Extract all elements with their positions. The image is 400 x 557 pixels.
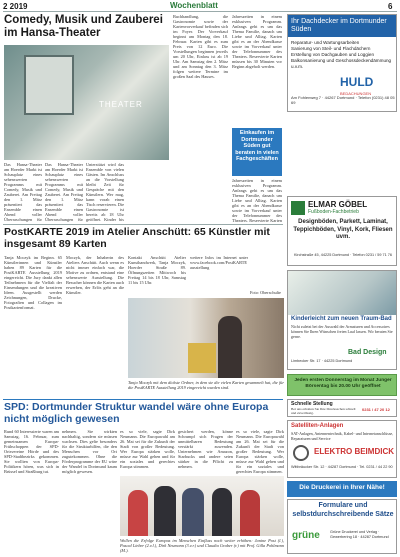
schnelle-phone: 0231 / 47 20 12 (362, 407, 390, 412)
satellite-dish-icon (293, 445, 309, 461)
article2-credit: Foto: Oberschulte (250, 290, 281, 295)
satellite-ad[interactable] (287, 420, 397, 478)
article1-col3: Unterstützt wird das Ensemble von vielen Gästen. Im Anschluss an die Vorstellung bleibt Zeit für Gespräche mit den Künstlern. Wer mag, kann vorab einen Tisch reservieren. Die Gastronomie ist bereits ab 18 Uhr geöffnet. Kinder bis (86, 162, 124, 222)
satellite-brand: ELEKTRO BEIMDICK (314, 447, 394, 456)
goebel-name: ELMAR GÖBEL (308, 200, 368, 209)
formulare-contact: Grüne Druckerei und Verlag · Gewerbering 18 · 44287 Dortmund (330, 530, 389, 539)
druckerei-text: Die Druckerei in Ihrer Nähe! (299, 484, 385, 491)
dachdecker-item: Erstellung von Dachgauben und Loggien (291, 52, 375, 57)
article2-col1: Tanja Moczyk im Beginn. 65 Künstlerinnen und Künstler haben 89 Karten für die PostKARTE Ausstellung 2019 eingereicht. Die Jury dankt allen Teilnehmern für die Vielfalt der Einsendungen und die kreativen Ideen. Ausgestellt werden Zeichnungen, Drucke, Fotografien und Collagen im Postkartenformat. (4, 255, 62, 310)
article1-col5: Jahreszeiten in einem exklusiven Programm. Anfangs geht es um das Thema Familie, danach um Liebe und Alltag. Karten gibt es an der Abendkasse sowie im Vorverkauf unter der Telefonnummer des Theaters. Reservierte Karten müssen bis 30 Minuten vor Beginn abgeholt werden. (232, 14, 282, 69)
article2-col4: weitere Infos im Internet unter www.facebook.com/PostKARTEausstellung (190, 255, 248, 270)
dachdecker-item: Sanierung von Steil- und Flachdächern (291, 46, 371, 51)
article3-caption: Wollen die Erfolge Europas im Menschen Einfluss noch weiter erhöhen: Janine Post (l.), Pascal Lieber (2.v.l.), Dirk Neumann (3.v.r.) und Claudia Graber (r.) mit Prof. Gilla Pohlmann (M.). (120, 538, 284, 553)
article3-col4: gesichert werden, könne Schrumpf sich Fragen der unmittelbaren Bedeutung verstärkt zuwenden. Unternehmen wie Amazon, Starbucks und andere seien stärker in die Pflicht zu nehmen. (178, 429, 233, 469)
huld-logo (340, 73, 373, 96)
article3-col1: Rund 60 Interessierte waren am Samstag, 16. Februar, zum gemeinsamen Europa-Frühschoppen der SPD-Ortsvereine Hörde und des SPD-Stadtbezirks gekommen. Sie wollten von Europa-Politikern hören, was sich in Brüssel und Straßburg tut. (4, 429, 59, 474)
article2-col2: Moczyk, der Inhaberin des Ateliers Anschütt. Auch wenn es nicht immer einfach war, die Motive zu ordnen, entstand eine sehenswerte Ausstellung. Die Besucher können die Karten auch erwerben, der Erlös geht an die Künstler. (66, 255, 124, 295)
goebel-tagline: Designböden, Parkett, Laminat, Teppichböden, Vinyl, Kork, Fliesen uvm. (293, 219, 393, 240)
article2-rule (3, 224, 283, 225)
photo-group-4 (212, 488, 232, 536)
atelier-photo (128, 298, 284, 378)
article1-col2: Das Hansa-Theater am Hoerder Markt ist Schauplatz eines sehenswerten Programms mit Comedy, Musik und Zauberei. Am Freitag den 1. März präsentiert das Ensemble einen Abend voller Überraschungen für (45, 162, 83, 222)
goebel-sub: Fußboden-Fachbetrieb (308, 209, 359, 215)
article1-title: Comedy, Musik und Zauberei im Hansa-Theater (4, 14, 163, 39)
photo-binder (188, 343, 216, 373)
page-number: 6 (388, 2, 393, 11)
article2-caption: Tanja Moczyk mit dem dickste Ordner, in dem sie die vielen Karten gesammelt hat, die für die PostKARTE Ausstellung 2019 eingereicht wurden sind. (128, 380, 284, 390)
formulare-ad[interactable] (287, 499, 397, 554)
schnelle-text: Bei uns erhalten Sie Ihre Drucksachen schnell und zuverlässig. (291, 407, 356, 415)
article3-col5: es so viele, sagte Dirk Neumann. Die Europawahl am 26. Mai sei für die Zukunft der Stadt von großer Bedeutung. Wer Europa stärken wolle, müsse zur Wahl gehen und für ein soziales und gerechtes Europa stimmen. (236, 429, 284, 474)
einkaufen-box (232, 128, 282, 176)
jeden-text: Jeden ersten Donnerstag im Monat Junger Börsentag bis 20.00 Uhr geöffnet (294, 378, 392, 389)
kinderbad-ad[interactable] (287, 270, 397, 370)
dachdecker-item: Balkonsanierung und Geschossdeckendämmung u.v.m. (291, 58, 392, 69)
jeden-ad[interactable] (287, 374, 397, 396)
header-rule (3, 11, 397, 12)
goebel-logo-icon (291, 201, 305, 215)
schnelle-title: Schnelle Stellung (291, 401, 333, 407)
article1-col6: Jahreszeiten in einem exklusiven Programm. Anfangs geht es um das Thema Familie, danach um Liebe und Alltag. Karten gibt es an der Abendkasse sowie im Vorverkauf unter der Telefonnummer des Theaters. Reservierte Karten (232, 178, 282, 222)
kinderbad-title: Kinderleicht zum neuen Traum-Bad (291, 316, 392, 322)
formulare-title: Formulare und selbstdurchschreibende Sätze (292, 502, 394, 518)
kinderbad-photo (288, 271, 396, 315)
article3-col2: nehmen. Sie wirkten nachhaltig, sondern sie müssen wachsen. Dies gelte besonders für die Strukturhilfen, die den Menschen vor Ort zugutekommen. Ohne die Förderprogramme der EU wäre der Wandel in Dortmund kaum möglich gewesen. (62, 429, 117, 474)
goebel-address: Kirchstraße 45, 44225 Dortmund · Telefon 0231 / 59 71 76 (293, 253, 393, 257)
article2-title: PostKARTE 2019 im Atelier Anschütt: 65 Künstler mit insgesamt 89 Karten (4, 226, 270, 250)
photo-group-3 (182, 488, 204, 536)
dachdecker-title: Ihr Dachdecker im Dortmunder Süden (288, 15, 396, 37)
druckerei-ad[interactable] (287, 481, 397, 497)
article3-col3: es so viele, sagte Dirk Neumann. Die Europawahl am 26. Mai sei für die Zukunft der Stadt von großer Bedeutung. Wer Europa stärken wolle, müsse zur Wahl gehen und für ein soziales und gerechtes Europa stimmen. (120, 429, 175, 469)
article1-col4: Buchhandlung, die Gastronomie sowie der Kartenvorverkauf befinden sich im Foyer. Der Vorverkauf beginnt am Montag den 18. Februar. Karten gibt es zum Preis von 12 Euro. Die Vorstellungen beginnen jeweils um 20 Uhr, Einlass ist ab 19 Uhr. Am Samstag den 2. März und am Sonntag den 3. März folgen weitere Termine im großen Saal des Hauses. (173, 14, 228, 79)
kinderbad-text: Nicht zuletzt bei der Auswahl der Armaturen und Accessoires können Sie Ihren Wünschen freien Lauf lassen. Wir beraten Sie gerne. (291, 324, 393, 339)
dachdecker-item: Reparatur- und Wartungsarbeiten (291, 40, 360, 45)
spd-photo (120, 476, 284, 536)
gruene-logo: grüne (292, 530, 320, 541)
newspaper-logo: Wochenblatt (170, 1, 218, 10)
photo-group-5 (240, 490, 260, 536)
kinderbad-contact: Limbecker Str. 17 · 44225 Dortmund (291, 359, 353, 363)
article3-rule (3, 399, 283, 400)
article2-col3: Kontakt Anschütt Atelier Kunsthandwerk, Tanja Moczyk, Hoerder Straße 89. Öffnungszeiten Mittwoch bis Freitag 14 bis 18 Uhr, Samstag 11 bis 15 Uhr. (128, 255, 186, 285)
huld-brand: HULD (340, 75, 374, 89)
photo-group-1 (128, 490, 148, 536)
dachdecker-list (291, 40, 395, 70)
dachdecker-contact: Am Fohlenweg 7 · 44267 Dortmund · Telefon (0231) 48 05 69 (291, 95, 395, 105)
schnelle-ad[interactable] (287, 399, 397, 417)
photo-window (24, 55, 74, 115)
satellite-contact: Wittbräucker Str. 12 · 44287 Dortmund · Tel. 0231 / 44 22 90 (291, 465, 393, 469)
goebel-ad[interactable] (287, 196, 397, 266)
dachdecker-ad[interactable] (287, 14, 397, 112)
einkaufen-box-text: Einkaufen im Dortmunder Süden gut beraten in vielen Fachgeschäften (235, 130, 279, 162)
issue-label: 2 2019 (3, 2, 28, 11)
kinderbad-brand: Bad Design (348, 349, 387, 356)
theater-photo (4, 45, 169, 160)
satellite-text: SAT-Anlagen, Antennentechnik, Kabel- und Internetanschlüsse, Reparaturen und Service (291, 431, 394, 441)
article1-col1: Das Hansa-Theater am Hoerder Markt ist Schauplatz eines sehenswerten Programms mit Comedy, Musik und Zauberei. Am Freitag den 1. März präsentiert das Ensemble einen Abend voller Überraschungen für (4, 162, 42, 222)
article3-title: SPD: Dortmunder Struktur wandel wäre ohne Europa nicht möglich gewesen (4, 401, 269, 425)
photo-group-2 (154, 486, 176, 536)
photo-person (218, 316, 242, 378)
photo-sign: THEATER (99, 100, 143, 109)
huld-sub: BEDACHUNGEN (340, 91, 372, 96)
satellite-title: Satelliten-Anlagen (291, 423, 344, 429)
